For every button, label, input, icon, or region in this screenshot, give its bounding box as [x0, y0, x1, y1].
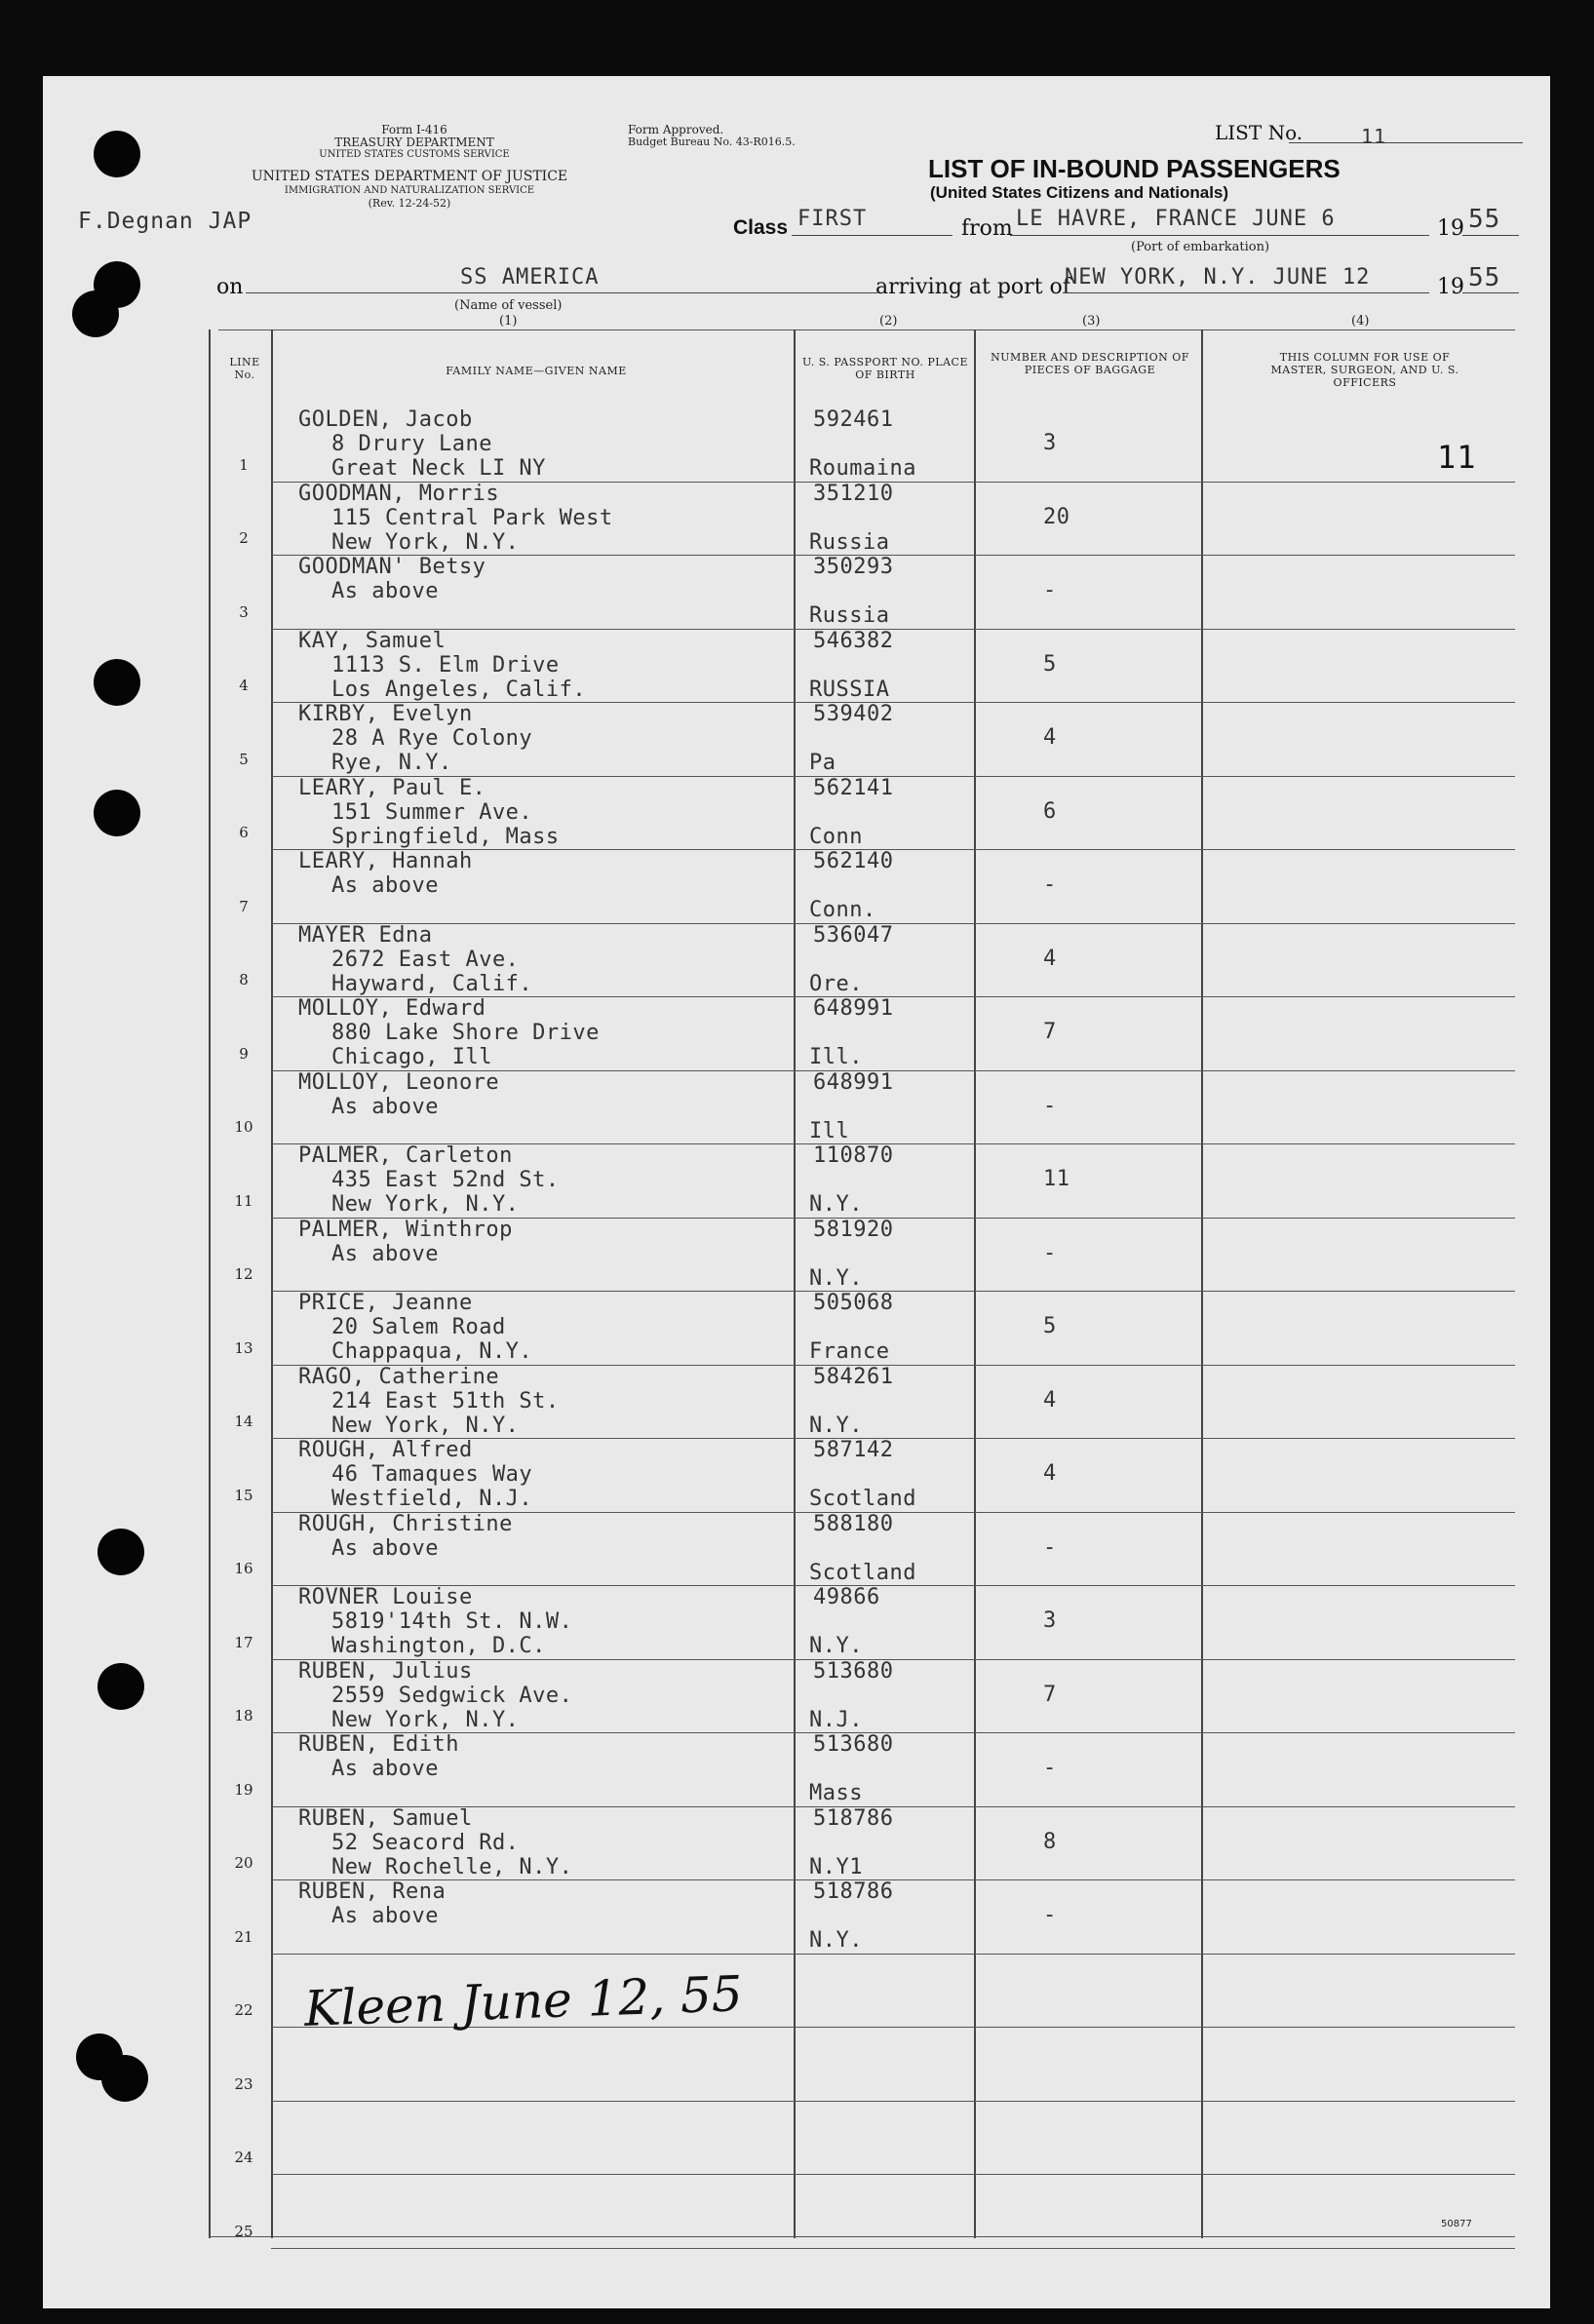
line-number: 19	[234, 1780, 253, 1799]
line-number: 18	[234, 1707, 253, 1724]
passenger-address-2: New York, N.Y.	[331, 529, 520, 555]
passport-number: 592461	[813, 407, 894, 432]
passport-number: 584261	[813, 1364, 894, 1389]
passenger-address-1: 880 Lake Shore Drive	[331, 1021, 600, 1045]
passenger-address-1: 46 Tamaques Way	[331, 1462, 533, 1487]
passenger-address-1: 115 Central Park West	[331, 505, 613, 530]
place-of-birth: Ore.	[809, 971, 863, 996]
place-of-birth: N.Y.	[809, 1413, 863, 1438]
passenger-name: RUBEN, Rena	[298, 1879, 447, 1904]
baggage-count: 5	[1043, 651, 1057, 677]
passport-number: 581920	[813, 1217, 894, 1242]
passport-number: 49866	[813, 1585, 880, 1609]
passenger-address-1: 28 A Rye Colony	[331, 726, 533, 751]
row-divider	[271, 1954, 1515, 1955]
baggage-count: 20	[1043, 504, 1070, 529]
passenger-address-2: New York, N.Y.	[331, 1192, 520, 1217]
table-left-border	[209, 329, 211, 2238]
passenger-name: KAY, Samuel	[298, 628, 447, 653]
place-of-birth: N.Y.	[809, 1265, 863, 1291]
baggage-count: 4	[1043, 946, 1057, 971]
passenger-name: ROUGH, Christine	[298, 1511, 513, 1536]
passenger-name: MAYER Edna	[298, 922, 433, 948]
line-number: 5	[239, 750, 249, 768]
passenger-name: RUBEN, Edith	[298, 1732, 459, 1757]
passport-number: 513680	[813, 1658, 894, 1684]
passport-number: 350293	[813, 555, 894, 579]
passenger-address-2: Hayward, Calif.	[331, 971, 533, 996]
passenger-name: LEARY, Hannah	[298, 849, 473, 873]
passenger-address-1: 52 Seacord Rd.	[331, 1830, 520, 1855]
line-number: 25	[234, 2222, 253, 2240]
passenger-address-1: As above	[331, 873, 439, 898]
passport-number: 562140	[813, 849, 894, 873]
baggage-count: 3	[1043, 1608, 1057, 1633]
page-subtitle: (United States Citizens and Nationals)	[930, 183, 1229, 202]
col-header-line-no: LINE No.	[229, 356, 260, 381]
place-of-birth: Scotland	[809, 1560, 916, 1585]
passenger-address-1: 151 Summer Ave.	[331, 799, 533, 825]
class-value: FIRST	[797, 207, 868, 231]
ins-label: IMMIGRATION AND NATURALIZATION SERVICE	[284, 185, 535, 196]
passenger-address-1: As above	[331, 579, 439, 603]
col-header-baggage: NUMBER AND DESCRIPTION OF PIECES OF BAGGAGE	[991, 351, 1189, 376]
passenger-address-2: Westfield, N.J.	[331, 1487, 533, 1511]
arriving-underline	[1063, 292, 1429, 293]
passenger-name: ROUGH, Alfred	[298, 1438, 473, 1462]
passenger-address-2: New York, N.Y.	[331, 1707, 520, 1732]
place-of-birth: N.Y.	[809, 1928, 863, 1953]
passenger-address-1: As above	[331, 1535, 439, 1561]
stamp-name: F.Degnan JAP	[78, 209, 253, 234]
year-prefix: 19	[1437, 216, 1464, 241]
budget-number: Budget Bureau No. 43-R016.5.	[628, 136, 796, 148]
passport-number: 587142	[813, 1438, 894, 1462]
line-no-divider	[271, 329, 273, 2238]
passenger-name: RAGO, Catherine	[298, 1364, 500, 1389]
passenger-name: MOLLOY, Edward	[298, 996, 486, 1021]
baggage-count: 8	[1043, 1829, 1057, 1854]
passenger-name: GOODMAN' Betsy	[298, 555, 486, 579]
passport-divider	[974, 329, 976, 2238]
from-label: from	[961, 216, 1013, 241]
year-value-2: 55	[1468, 263, 1501, 292]
punch-hole	[101, 2055, 148, 2102]
baggage-count: -	[1043, 1903, 1057, 1927]
col-header-officers: THIS COLUMN FOR USE OF MASTER, SURGEON, AND U. S. OFFICERS	[1270, 351, 1459, 389]
passport-number: 518786	[813, 1879, 894, 1904]
passenger-address-1: 8 Drury Lane	[331, 432, 492, 456]
baggage-count: 7	[1043, 1682, 1057, 1707]
place-of-birth: Conn.	[809, 898, 876, 922]
passenger-address-1: As above	[331, 1757, 439, 1781]
passport-number: 110870	[813, 1143, 894, 1168]
place-of-birth: France	[809, 1339, 890, 1364]
passport-number: 546382	[813, 628, 894, 653]
from-value: LE HAVRE, FRANCE JUNE 6	[1016, 207, 1336, 231]
baggage-count: 5	[1043, 1314, 1057, 1338]
passenger-address-1: As above	[331, 1094, 439, 1119]
line-number: 12	[234, 1265, 253, 1283]
baggage-count: -	[1043, 1756, 1057, 1780]
place-of-birth: Pa	[809, 751, 836, 775]
passenger-name: KIRBY, Evelyn	[298, 702, 473, 726]
passport-number: 536047	[813, 922, 894, 948]
baggage-count: -	[1043, 872, 1057, 897]
passenger-name: GOLDEN, Jacob	[298, 407, 473, 432]
year-underline	[1462, 235, 1519, 236]
baggage-count: -	[1043, 1534, 1057, 1560]
col-num-4: (4)	[1351, 314, 1370, 329]
place-of-birth: Ill.	[809, 1045, 863, 1069]
line-number: 2	[239, 529, 249, 547]
passport-number: 513680	[813, 1732, 894, 1757]
passenger-name: MOLLOY, Leonore	[298, 1069, 500, 1095]
place-of-birth: N.Y.	[809, 1192, 863, 1217]
signature: Kleen June 12, 55	[303, 1965, 744, 2037]
baggage-count: 4	[1043, 1387, 1057, 1413]
line-number: 14	[234, 1413, 253, 1430]
passenger-name: PRICE, Jeanne	[298, 1291, 473, 1315]
passenger-address-1: 5819'14th St. N.W.	[331, 1609, 573, 1634]
passenger-name: RUBEN, Julius	[298, 1658, 473, 1684]
arriving-value: NEW YORK, N.Y. JUNE 12	[1065, 265, 1371, 290]
class-underline	[792, 235, 953, 236]
vessel-name: SS AMERICA	[460, 265, 600, 290]
passenger-name: LEARY, Paul E.	[298, 775, 486, 800]
punch-hole	[94, 790, 140, 836]
col-header-name: FAMILY NAME—GIVEN NAME	[446, 365, 627, 377]
punch-hole	[94, 659, 140, 706]
treasury-label: TREASURY DEPARTMENT	[334, 136, 494, 149]
passenger-address-2: Washington, D.C.	[331, 1634, 546, 1658]
year-value: 55	[1468, 205, 1501, 234]
passport-number: 648991	[813, 1069, 894, 1095]
baggage-count: 4	[1043, 725, 1057, 750]
customs-label: UNITED STATES CUSTOMS SERVICE	[319, 149, 510, 160]
year-prefix-2: 19	[1437, 275, 1464, 299]
col-header-passport: U. S. PASSPORT NO. PLACE OF BIRTH	[801, 356, 969, 381]
line-number: 8	[239, 971, 249, 988]
from-underline	[1010, 235, 1429, 236]
passenger-address-2: Los Angeles, Calif.	[331, 677, 587, 702]
place-of-birth: Ill	[809, 1118, 850, 1143]
line-number: 20	[234, 1854, 253, 1872]
baggage-count: 3	[1043, 431, 1057, 455]
line-number: 13	[234, 1338, 253, 1357]
table-bottom-border	[209, 2236, 1515, 2237]
passenger-address-1: 2559 Sedgwick Ave.	[331, 1683, 573, 1708]
place-of-birth: RUSSIA	[809, 677, 890, 702]
line-number: 15	[234, 1486, 253, 1504]
passenger-address-1: As above	[331, 1904, 439, 1928]
passport-number: 351210	[813, 481, 894, 506]
line-number: 16	[234, 1560, 253, 1577]
passenger-address-2: Springfield, Mass	[331, 824, 560, 849]
line-number: 9	[239, 1044, 249, 1063]
baggage-count: -	[1043, 578, 1057, 602]
document-page	[43, 76, 1550, 2308]
passenger-address-2: Rye, N.Y.	[331, 751, 452, 775]
passenger-address-1: As above	[331, 1241, 439, 1266]
baggage-count: 7	[1043, 1020, 1057, 1044]
form-approved: Form Approved.	[628, 123, 724, 136]
passport-number: 505068	[813, 1291, 894, 1315]
list-no-label: LIST No.	[1215, 121, 1303, 144]
passenger-address-2: Great Neck LI NY	[331, 456, 546, 481]
place-of-birth: Mass	[809, 1781, 863, 1805]
page-title: LIST OF IN-BOUND PASSENGERS	[928, 154, 1341, 183]
arriving-label: arriving at port of	[875, 275, 1070, 299]
line-number: 4	[239, 677, 249, 694]
passenger-address-2: Chicago, Ill	[331, 1045, 492, 1069]
line-number: 10	[234, 1118, 253, 1136]
passport-number: 539402	[813, 702, 894, 726]
passenger-address-1: 435 East 52nd St.	[331, 1168, 560, 1192]
passenger-address-2: New Rochelle, N.Y.	[331, 1854, 573, 1879]
line-number: 6	[239, 824, 249, 841]
passenger-name: PALMER, Carleton	[298, 1143, 513, 1168]
year-underline-2	[1462, 292, 1519, 293]
punch-hole	[97, 1529, 144, 1575]
passport-number: 588180	[813, 1511, 894, 1536]
line-number: 22	[234, 2001, 253, 2019]
place-of-birth: N.J.	[809, 1707, 863, 1732]
table-top-border	[218, 329, 1515, 330]
place-of-birth: N.Y1	[809, 1854, 863, 1879]
baggage-count: 4	[1043, 1461, 1057, 1486]
punch-hole	[97, 1663, 144, 1710]
passenger-address-2: Chappaqua, N.Y.	[331, 1339, 533, 1364]
list-no-value: 11	[1361, 125, 1387, 148]
footer-code: 50877	[1441, 2219, 1472, 2229]
place-of-birth: Russia	[809, 603, 890, 628]
line-number: 3	[239, 602, 249, 621]
baggage-count: 11	[1043, 1167, 1070, 1191]
line-number: 7	[239, 897, 249, 915]
baggage-divider	[1201, 329, 1203, 2238]
passenger-name: RUBEN, Samuel	[298, 1805, 473, 1831]
line-number: 11	[234, 1191, 253, 1210]
passenger-name: PALMER, Winthrop	[298, 1217, 513, 1242]
col-num-1: (1)	[499, 314, 518, 329]
line-number: 23	[234, 2074, 253, 2093]
line-number: 21	[234, 1927, 253, 1946]
row-divider	[271, 2248, 1515, 2249]
punch-hole	[72, 290, 119, 337]
baggage-count: 6	[1043, 798, 1057, 824]
class-label: Class	[733, 216, 789, 239]
passport-number: 562141	[813, 775, 894, 800]
place-of-birth: Roumaina	[809, 456, 916, 481]
line-number: 1	[239, 455, 249, 474]
punch-hole	[94, 131, 140, 177]
passenger-address-1: 1113 S. Elm Drive	[331, 652, 560, 678]
vessel-underline	[246, 292, 877, 293]
baggage-count: -	[1043, 1240, 1057, 1265]
row-divider	[271, 2101, 1515, 2102]
list-no-underline	[1289, 142, 1523, 143]
place-of-birth: Scotland	[809, 1487, 916, 1511]
form-number: Form I-416	[381, 123, 447, 136]
on-label: on	[216, 275, 244, 299]
revision-label: (Rev. 12-24-52)	[368, 197, 451, 210]
baggage-count: -	[1043, 1093, 1057, 1118]
place-of-birth: Conn	[809, 824, 863, 849]
vessel-caption: (Name of vessel)	[454, 298, 563, 313]
col-num-2: (2)	[879, 314, 898, 329]
name-divider	[794, 329, 796, 2238]
place-of-birth: N.Y.	[809, 1634, 863, 1658]
passenger-address-1: 2672 East Ave.	[331, 947, 520, 972]
line-number: 17	[234, 1633, 253, 1651]
port-embark-caption: (Port of embarkation)	[1131, 240, 1270, 254]
passport-number: 648991	[813, 996, 894, 1021]
passenger-address-1: 214 East 51th St.	[331, 1388, 560, 1414]
line-number: 24	[234, 2149, 253, 2166]
passenger-address-1: 20 Salem Road	[331, 1315, 506, 1339]
row-divider	[271, 2174, 1515, 2175]
place-of-birth: Russia	[809, 529, 890, 555]
passenger-name: ROVNER Louise	[298, 1585, 473, 1609]
officer-note: 11	[1437, 439, 1477, 476]
passenger-address-2: New York, N.Y.	[331, 1413, 520, 1438]
passenger-name: GOODMAN, Morris	[298, 481, 500, 506]
passport-number: 518786	[813, 1805, 894, 1831]
justice-label: UNITED STATES DEPARTMENT OF JUSTICE	[251, 169, 568, 184]
col-num-3: (3)	[1082, 314, 1101, 329]
